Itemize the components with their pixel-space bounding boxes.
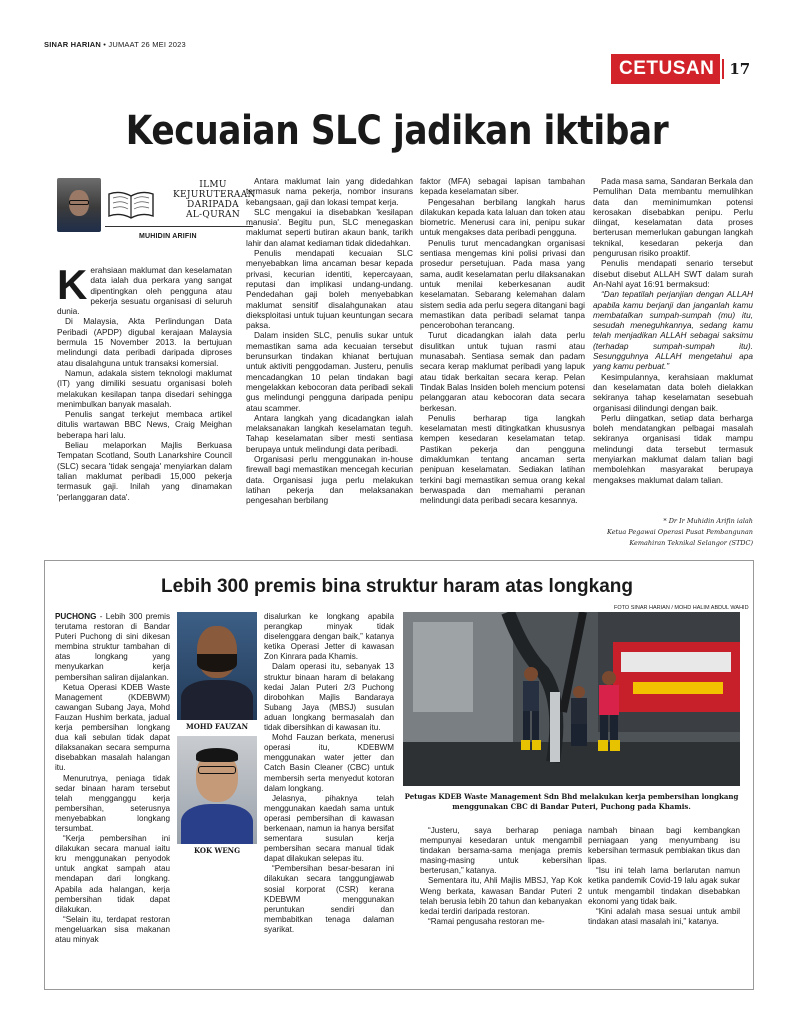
masthead [44, 40, 186, 49]
paragraph: “Ramai pengusaha restoran me- [428, 916, 545, 926]
portrait-caption: KOK WENG [193, 846, 241, 855]
photo-credit: FOTO SINAR HARIAN / MOHD HALIM ABDUL WAHID [614, 605, 749, 611]
open-book-icon [105, 182, 157, 222]
author-note [548, 516, 753, 549]
paragraph: disalurkan ke longkang apabila perangkap minyak tidak diselenggara dengan baik,” katanya ketika Operasi Jetter di kawasan Zon Kinrara pada Khamis. [264, 612, 394, 662]
cleanup-operation-photo [403, 612, 740, 786]
paragraph: Sementara itu, Ahli Majlis MBSJ, Yap Kok Weng berkata, kawasan Bandar Puteri 2 telah berusia lebih 20 tahun dan kebanyakan kedai terdiri daripada restoran. [420, 876, 582, 916]
paragraph: Beliau melaporkan Majlis Berkuasa Tempatan Scotland, South Lanarkshire Council (SLC) secara 'tidak sengaja' menyiarkan dalam talian maklumat peribadi 15,000 pekerja termasuk gaji. Inilah yang dinamakan 'perlanggaran data'. [57, 440, 232, 502]
article1-column-4 [593, 176, 753, 485]
paragraph: Kesimpulannya, kerahsiaan maklumat dan keselamatan data boleh dielakkan sekiranya tahap keselamatan sesebuah organisasi dilindungi dengan baik. [593, 371, 753, 413]
paragraph: Mohd Fauzan berkata, menerusi operasi itu, KDEBWM menggunakan water jetter dan Catch Basin Cleaner (CBC) untuk membersih serta menyedut kotoran dalam longkang. [264, 733, 394, 793]
photo-caption: Petugas KDEB Waste Management Sdn Bhd melakukan kerja pembersihan longkang menggunakan CBC di Bandar Puteri, Puchong pada Khamis. [404, 792, 739, 811]
column-title-line: KEJURUTERAAN [173, 190, 256, 200]
paragraph: “Justeru, saya berharap peniaga mempunyai kesedaran untuk mengambil tindakan bersama-sama menjaga premis masing-masing untuk kebersihan berterusan,” katanya. [420, 826, 582, 876]
paragraph: SLC mengakui ia disebabkan 'kesilapan manusia'. Begitu pun, SLC menegaskan maklumat seperti butiran akaun bank, tarikh lahir dan alamat kediaman tidak didedahkan. [246, 206, 413, 248]
byline-divider [105, 226, 253, 227]
paragraph: Penulis mendapati senario tersebut disebut disebut ALLAH SWT dalam surah An-Nahl ayat 16:91 bermaksud: [593, 258, 753, 289]
paragraph: “Kerja pembersihan ini dilakukan secara manual iaitu kru menggunakan penyodok untuk angkat sampah atau mendapan dari longkang. Apabila ada halangan, kerja pembersihan tidak dapat dilakukan. [55, 834, 170, 914]
paragraph: Dalam insiden SLC, penulis sukar untuk memastikan sama ada kecuaian tersebut berunsurkan tindakan khianat bertujuan untuk aktiviti penggodaman. Justeru, penulis mencadangkan 10 pelan tindakan bagi mengelakkan kebocoran data peribadi sekali gus melindungi pengguna daripada penipu atau scammer. [246, 330, 413, 413]
paragraph: Di Malaysia, Akta Perlindungan Data Peribadi (APDP) digubal kerajaan Malaysia bermula 15 November 2013. Ia bertujuan melindungi data peribadi daripada diproses atau disalahguna untuk transaksi komersial. [57, 316, 232, 368]
paragraph: Penulis turut mencadangkan organisasi sentiasa mengemas kini polisi privasi dan prosedur persetujuan. Pada masa yang sama, audit keselamatan perlu dilaksanakan untuk menilai keberkesanan audit keselamatan. Sebarang kelemahan dalam sistem sedia ada perlu segera ditangani bagi memastikan data peribadi selamat tanpa pencerobohan terancang. [420, 237, 585, 331]
portrait-mohd-fauzan [177, 612, 257, 720]
drop-cap: K [57, 261, 88, 308]
article2-headline: Lebih 300 premis bina struktur haram atas longkang [161, 576, 633, 597]
article2-column-3 [420, 826, 582, 927]
paragraph: nambah binaan bagi kembangkan perniagaan yang menyumbang isu kebersihan termasuk pembiakan tikus dan lipas. [588, 826, 740, 866]
author-name: MUHIDIN ARIFIN [139, 233, 197, 240]
paragraph: Turut dicadangkan ialah data perlu disulitkan untuk tujuan rasmi atau munasabah. Sentiasa semak dan padam secara kerap maklumat peribadi yang lapuk atau tidak berkaitan secara kerap. Pelan Tindak Balas Insiden boleh mencium potensi pelanggaran atau kebocoran data secara berkesan. [420, 330, 585, 413]
paragraph: Organisasi perlu menggunakan in-house firewall bagi memastikan mencegah kecurian data. Organisasi juga perlu melakukan latihan pekerja dan melaksanakan pengesahan berbilang [246, 454, 413, 506]
columnist-byline [57, 176, 256, 246]
author-note-line: * Dr Ir Muhidin Arifin ialah [663, 517, 753, 525]
paragraph: “Selain itu, terdapat restoran mengeluarkan sisa makanan atau minyak [55, 914, 170, 944]
article2-column-2 [264, 612, 394, 935]
article-headline: Kecuaian SLC jadikan iktibar [125, 108, 669, 154]
paragraph: Antara maklumat lain yang didedahkan termasuk nama pekerja, nombor insurans kebangsaan, gaji dan lokasi tempat kerja. [246, 176, 413, 207]
portrait-kok-weng [177, 736, 257, 844]
column-title [173, 180, 256, 220]
paragraph: Pengesahan berbilang langkah harus dilakukan kepada kata laluan dan token atau biometric. Menerusi cara ini, penipu sukar untuk mengakses data peribadi pengguna. [420, 196, 585, 238]
paragraph: “Isu ini telah lama berlarutan namun ketika pandemik Covid-19 lalu agak sukar untuk mengambil tindakan disebabkan ekonomi yang tidak baik. [588, 866, 740, 906]
paragraph: Namun, adakala sistem teknologi maklumat (IT) yang dimiliki sesuatu organisasi boleh melakukan kesilapan tanpa disedari sehingga menimbulkan banyak masalah. [57, 367, 232, 409]
paragraph: Penulis berharap tiga langkah keselamatan mesti ditingkatkan khususnya kempen kesedaran keselamatan tetap. Pastikan pekerja dan pengguna dimaklumkan tentang ancaman serta penipuan keselamatan. Sediakan latihan terkini bagi memastikan semua orang kekal berwaspada dan memahami peranan melindungi data peribadi secara kesannya. [420, 412, 585, 506]
article1-column-2 [246, 176, 413, 506]
paper-name: SINAR HARIAN [44, 40, 101, 49]
article2-column-4 [588, 826, 740, 927]
paragraph: Perlu diingatkan, setiap data berharga boleh mendatangkan pelbagai masalah sekiranya organisasi tidak mampu melindungi data tersebut termasuk menyiarkan maklumat dalam talian bagi membolehkan masyarakat berupaya mengakses maklumat dalam talian. [593, 412, 753, 485]
paragraph: Penulis sangat terkejut membaca artikel ditulis wartawan BBC News, Craig Meighan beberapa hari lalu. [57, 409, 232, 440]
photo-illustration [403, 612, 740, 786]
paragraph: “Kini adalah masa sesuai untuk ambil tindakan atasi masalah ini,” katanya. [588, 906, 740, 926]
issue-date: • JUMAAT 26 MEI 2023 [100, 40, 186, 49]
column-title-line: AL-QURAN [185, 210, 241, 220]
paragraph: Menurutnya, peniaga tidak sedar binaan haram tersebut telah mengganggu kerja pembersihan, seterusnya menyebabkan longkang tersumbat. [55, 773, 170, 833]
quran-quote: “Dan tepatilah perjanjian dengan ALLAH apabila kamu berjanji dan janganlah kamu membatalkan sumpah-sumpah (mu) itu, sesudah meneguhkannya, sedang kamu telah menjadikan ALLAH sebagai saksimu (terhadap sumpah-sumpah itu). Sesungguhnya ALLAH mengetahui apa yang kamu perbuat.” [593, 289, 753, 372]
paragraph: Jelasnya, pihaknya telah menggunakan kaedah sama untuk operasi pembersihan di kawasan berkenaan, namun ia hanya bersifat sementara susulan kerja pembersihan secara manual tidak dapat dilakukan selepas itu. [264, 793, 394, 864]
paragraph: - Lebih 300 premis terutama restoran di Bandar Puteri Puchong di sini dikesan membina struktur tambahan di atas longkang yang menyukarkan kerja pembersihan saliran dijalankan. [55, 612, 170, 682]
column-title-line: DARIPADA [187, 200, 239, 210]
paragraph: Dalam operasi itu, sebanyak 13 struktur binaan haram di belakang kedai Jalan Puteri 2/3 Puchong dirobohkan Majlis Bandaraya Subang Jaya (MBSJ) susulan aduan longkang bermasalah dan tidak dibersihkan di kawasan itu. [264, 662, 394, 733]
article1-column-3 [420, 176, 585, 506]
paragraph: Ketua Operasi KDEB Waste Management (KDEBWM) cawangan Subang Jaya, Mohd Fauzan Hushim berkata, jadual kerja pembersihan longkang dua kali sebulan tidak dapat dilaksanakan secara sempurna disebabkan masalah halangan itu. [55, 682, 170, 773]
paragraph: “Pembersihan besar-besaran ini dilakukan secara tanggungjawab sosial korporat (CSR) kerana KDEBWM menggunakan peruntukan sendiri dan membabitkan tenaga dalaman syarikat. [264, 864, 394, 934]
author-note-line: Kemahiran Teknikal Selangor (STDC) [629, 539, 753, 547]
paragraph: erahsiaan maklumat dan keselamatan data ialah dua perkara yang sangat dipentingkan oleh pengguna atau pekerja sesuatu organisasi di seluruh dunia. [57, 265, 232, 317]
paragraph: faktor (MFA) sebagai lapisan tambahan kepada keselamatan siber. [420, 176, 585, 197]
section-tag [611, 54, 751, 84]
article2-column-1 [55, 612, 170, 945]
paragraph: Penulis mendapati kecuaian SLC menyebabkan lima ancaman besar kepada privasi, kecurian identiti, kepercayaan, reputasi dan implikasi undang-undang. Pendedahan gaji boleh menyebabkan maklumat sensitif disalahgunakan atau dieksploitasi untuk tujuan keuntungan secara paksa. [246, 248, 413, 331]
author-note-line: Ketua Pegawai Operasi Pusat Pembangunan [607, 528, 753, 536]
column-title-line: ILMU [199, 180, 227, 190]
article1-column-1 [57, 261, 232, 502]
section-label: CETUSAN [611, 54, 720, 84]
portrait-caption: MOHD FAUZAN [185, 722, 248, 731]
paragraph: Pada masa sama, Sandaran Berkala dan Pemulihan Data membantu memulihkan data dan meminimumkan potensi kerosakan disebabkan penipu. Perlu diingat, keselamatan data proses berterusan memerlukan gabungan langkah teknikal, kesedaran pekerja dan pengurusan risiko proaktif. [593, 176, 753, 259]
paragraph: Antara langkah yang dicadangkan ialah melaksanakan langkah keselamatan teguh. Tahap keselamatan siber mesti sentiasa berupaya untuk melindungi data peribadi. [246, 412, 413, 454]
dateline: PUCHONG [55, 612, 97, 621]
author-photo [57, 178, 101, 232]
page-number: 17 [722, 59, 750, 79]
